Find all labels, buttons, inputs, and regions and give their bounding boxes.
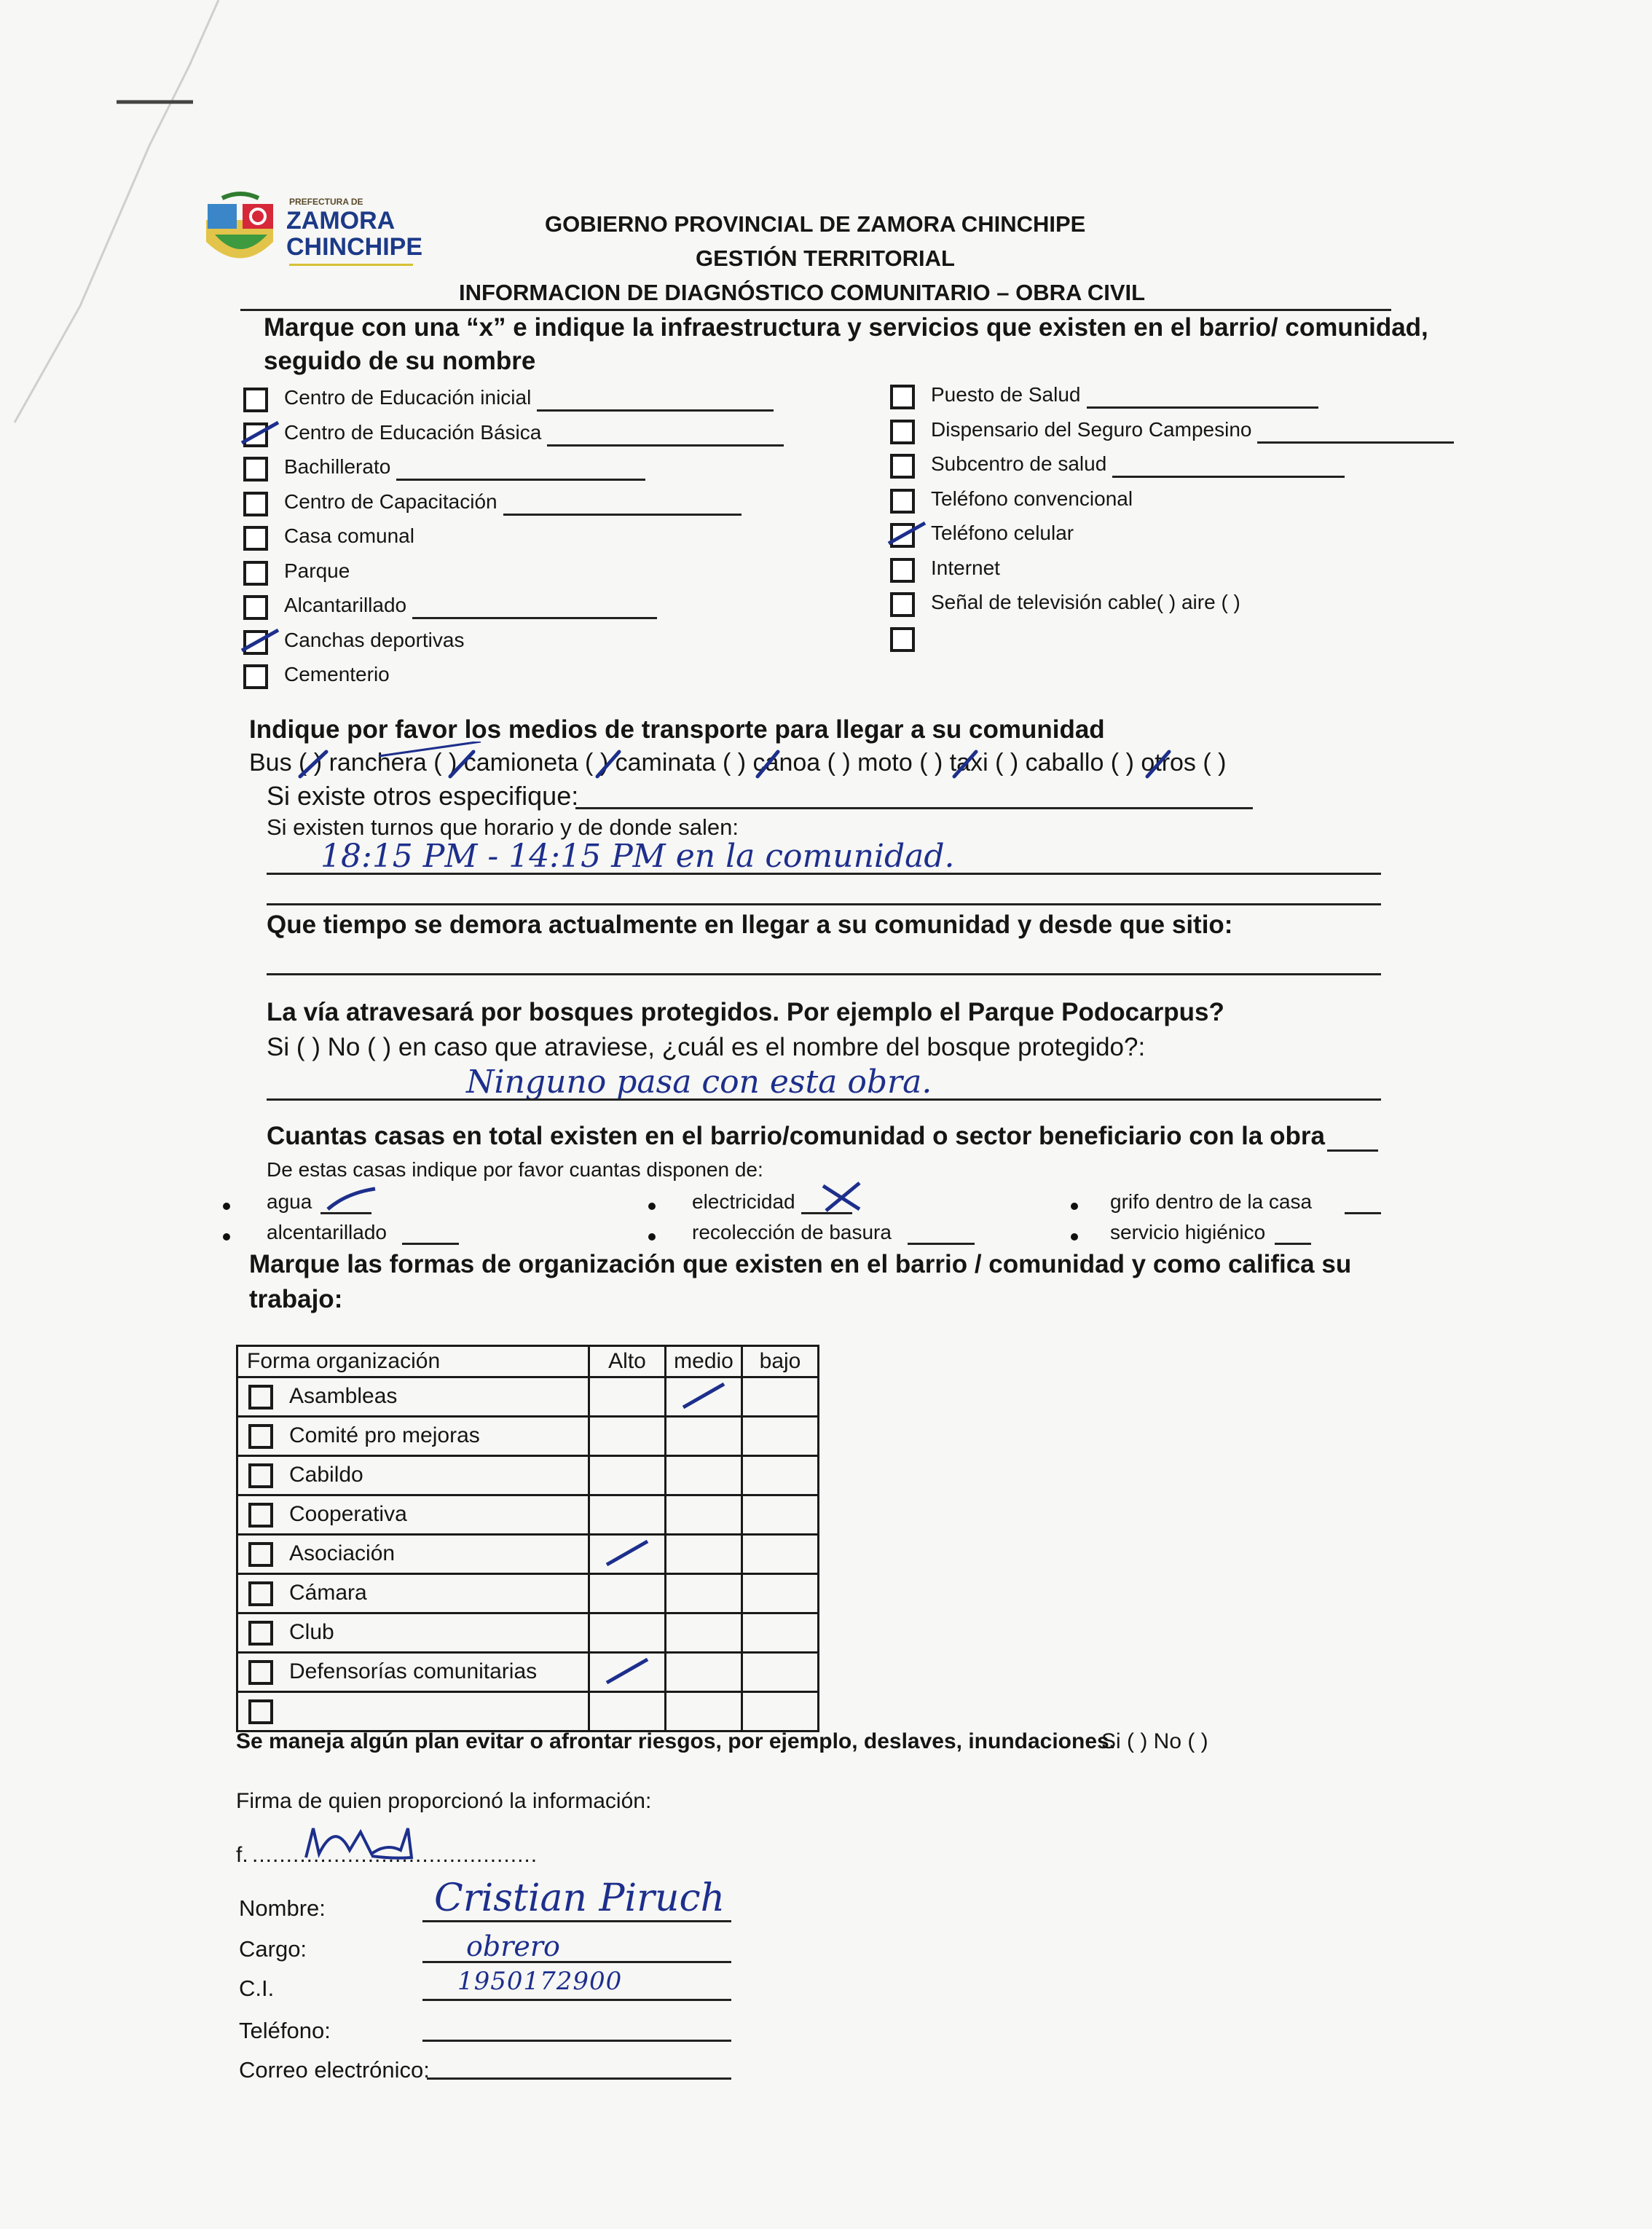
organizacion-checkbox[interactable] [248,1660,273,1685]
organizacion-cell-medio[interactable] [666,1495,742,1535]
bullet [648,1233,656,1241]
transport-options: Bus ( ) ranchera ( ) camioneta ( ) caminata ( ) canoa ( ) moto ( ) taxi ( ) caballo ( ) otros ( ) [249,749,1227,777]
section1-question-1: Marque con una “x” e indique la infraestructura y servicios que existen en el barrio/ comunidad, [264,313,1428,342]
nombre-line [422,1920,731,1922]
organizacion-checkbox[interactable] [248,1503,273,1528]
service-alcantarillado-line [402,1243,459,1245]
service-basura: recolección de basura [692,1221,892,1243]
nombre-label: Nombre: [239,1895,326,1921]
ci-label: C.I. [239,1976,275,2001]
cargo-label: Cargo: [239,1936,307,1962]
infrastructure-left-checkbox[interactable] [243,492,268,516]
header-title-1: GOBIERNO PROVINCIAL DE ZAMORA CHINCHIPE [545,211,1086,237]
organizacion-row-label: Asambleas [289,1383,398,1408]
organizacion-row-name [237,1377,589,1417]
infrastructure-right-checkbox[interactable] [890,592,915,617]
infrastructure-right-fill-line[interactable] [1112,476,1345,478]
cargo-value: obrero [466,1930,560,1962]
agua-check-mark [324,1186,382,1215]
logo-emblem-icon [200,191,280,271]
service-basura-line [908,1243,975,1245]
organizacion-cell-bajo[interactable] [742,1495,819,1535]
table-row [237,1692,819,1731]
tiempo-line [267,973,1381,975]
check-mark-icon [886,519,929,548]
infrastructure-left-fill-line[interactable] [547,444,784,447]
organizacion-row-name [237,1535,589,1574]
infrastructure-right-checkbox[interactable] [890,420,915,444]
table-row [237,1535,819,1574]
infrastructure-left-fill-line[interactable] [396,479,645,481]
bullet [648,1203,656,1210]
organizacion-checkbox[interactable] [248,1424,273,1449]
cargo-line [422,1961,731,1963]
turnos-answer: 18:15 PM - 14:15 PM en la comunidad. [320,838,955,875]
bullet [1071,1203,1078,1210]
infrastructure-left-label: Centro de Educación Básica [284,420,542,444]
bosque-line [267,1098,1381,1101]
casas-question: Cuantas casas en total existen en el barrio/comunidad o sector beneficiario con la obra [267,1122,1325,1150]
service-grifo-line [1345,1212,1381,1214]
organizacion-cell-medio[interactable] [666,1613,742,1653]
organizacion-cell-bajo[interactable] [742,1653,819,1692]
organizacion-cell-alto[interactable] [589,1535,666,1574]
infrastructure-right-label: Teléfono celular [931,522,1074,544]
infrastructure-left-label: Alcantarillado [284,594,407,616]
infrastructure-left-label: Cementerio [284,663,390,685]
telefono-line [422,2040,731,2042]
table-row [237,1574,819,1613]
infrastructure-left-fill-line[interactable] [412,617,657,619]
organizacion-checkbox[interactable] [248,1463,273,1488]
organizacion-cell-medio[interactable] [666,1377,742,1417]
organizacion-cell-medio[interactable] [666,1417,742,1456]
table-row [237,1456,819,1495]
riesgos-options: Si ( ) No ( ) [1101,1729,1208,1753]
organizacion-cell-alto[interactable] [589,1613,666,1653]
organizacion-row-name [237,1417,589,1456]
organizacion-row-label: Club [289,1619,334,1644]
organizacion-cell-bajo[interactable] [742,1535,819,1574]
table-row [237,1495,819,1535]
infrastructure-right-checkbox[interactable] [890,558,915,583]
organizacion-cell-medio[interactable] [666,1653,742,1692]
table-row [237,1613,819,1653]
infrastructure-right-checkbox[interactable] [890,454,915,479]
section1-question-2: seguido de su nombre [264,347,536,375]
service-higienico-line [1275,1243,1311,1245]
organizacion-row-label: Cooperativa [289,1501,407,1526]
organizacion-cell-alto[interactable] [589,1377,666,1417]
header-title-2: GESTIÓN TERRITORIAL [696,245,955,271]
electricidad-x-mark [816,1179,874,1215]
infrastructure-left-fill-line[interactable] [537,409,774,412]
organizacion-cell-bajo[interactable] [742,1377,819,1417]
bosque-sub: Si ( ) No ( ) en caso que atraviese, ¿cuál es el nombre del bosque protegido?: [267,1033,1146,1061]
ci-line [422,1999,731,2001]
infrastructure-left-label: Centro de Capacitación [284,490,497,513]
bullet [223,1203,230,1210]
logo-line1: PREFECTURA DE [289,197,363,207]
riesgos-question: Se maneja algún plan evitar o afrontar riesgos, por ejemplo, deslaves, inundaciones. [236,1729,1116,1753]
organizacion-row-label: Defensorías comunitarias [289,1659,538,1683]
transport-hand-marks [291,742,1275,785]
col-forma: Forma organización [237,1346,589,1377]
service-electricidad: electricidad [692,1190,795,1213]
bosque-question: La vía atravesará por bosques protegidos. Por ejemplo el Parque Podocarpus? [267,998,1224,1026]
turnos-line-1 [267,873,1381,875]
organizacion-cell-alto[interactable] [589,1574,666,1613]
infrastructure-left-label: Bachillerato [284,455,391,478]
infrastructure-left-checkbox[interactable] [243,595,268,620]
nombre-value: Cristian Piruch [434,1876,725,1920]
otros-label: Si existe otros especifique: [267,781,579,811]
infrastructure-left-checkbox[interactable] [243,664,268,689]
service-higienico: servicio higiénico [1110,1221,1266,1243]
infrastructure-right-checkbox[interactable] [890,489,915,514]
organizacion-cell-bajo[interactable] [742,1417,819,1456]
organizacion-cell-alto[interactable] [589,1653,666,1692]
organizacion-cell-medio[interactable] [666,1456,742,1495]
infrastructure-right-fill-line[interactable] [1087,406,1318,409]
header-title-3: INFORMACION DE DIAGNÓSTICO COMUNITARIO – OBRA CIVIL [459,280,1146,305]
organizacion-cell-medio[interactable] [666,1535,742,1574]
level-check-mark [598,1536,656,1569]
bullet [1071,1233,1078,1241]
firma-f-prefix: f. [236,1843,248,1867]
check-mark-icon [239,626,283,655]
organizacion-cell-medio[interactable] [666,1574,742,1613]
service-grifo: grifo dentro de la casa [1110,1190,1313,1213]
col-bajo: bajo [742,1346,819,1377]
infrastructure-right-label: Subcentro de salud [931,452,1107,475]
organizacion-cell-bajo[interactable] [742,1574,819,1613]
infrastructure-right-label: Internet [931,556,1000,579]
tiempo-question: Que tiempo se demora actualmente en llegar a su comunidad y desde que sitio: [267,911,1233,939]
correo-line [427,2077,731,2080]
organizacion-checkbox[interactable] [248,1621,273,1646]
infrastructure-left-fill-line[interactable] [503,514,742,516]
organizacion-checkbox[interactable] [248,1542,273,1567]
organizacion-row-name [237,1456,589,1495]
organizacion-row-label: Asociación [289,1541,396,1565]
organizacion-checkbox[interactable] [248,1385,273,1410]
table-row [237,1653,819,1692]
service-alcantarillado: alcentarillado [267,1221,387,1243]
infrastructure-right-label: Señal de televisión cable( ) aire ( ) [931,591,1240,613]
organizacion-row-label: Cabildo [289,1462,363,1487]
infrastructure-right-label: Teléfono convencional [931,487,1133,510]
turnos-label: Si existen turnos que horario y de donde salen: [267,814,739,840]
infrastructure-left-checkbox[interactable] [243,457,268,481]
organizacion-cell-bajo[interactable] [742,1692,819,1731]
signature-scribble [291,1814,437,1872]
organizacion-row-label: Comité pro mejoras [289,1423,480,1447]
infrastructure-right-checkbox[interactable] [890,385,915,409]
firma-label: Firma de quien proporcionó la información: [236,1789,652,1813]
organizacion-row-name [237,1653,589,1692]
organizacion-cell-medio[interactable] [666,1692,742,1731]
service-agua: agua [267,1190,312,1213]
organizacion-cell-alto[interactable] [589,1456,666,1495]
infrastructure-right-fill-line[interactable] [1257,441,1454,444]
organizacion-row-name [237,1613,589,1653]
casas-total-line [1327,1149,1378,1152]
prefectura-logo [200,191,426,278]
telefono-label: Teléfono: [239,2018,331,2043]
logo-line3: CHINCHIPE [286,233,423,261]
ci-value: 1950172900 [457,1967,623,1996]
organizacion-table [236,1345,819,1732]
infrastructure-left-label: Canchas deportivas [284,628,465,651]
level-check-mark [674,1378,733,1412]
infrastructure-left-checkbox[interactable] [243,526,268,551]
col-alto: Alto [589,1346,666,1377]
infrastructure-left-label: Casa comunal [284,524,414,547]
organizacion-cell-bajo[interactable] [742,1456,819,1495]
col-medio: medio [666,1346,742,1377]
organizacion-cell-alto[interactable] [589,1417,666,1456]
otros-line [575,807,1253,809]
organizacion-row-label: Cámara [289,1580,367,1605]
check-mark-icon [239,418,283,447]
infrastructure-right-checkbox[interactable] [890,627,915,652]
organizacion-cell-alto[interactable] [589,1692,666,1731]
infrastructure-right-label: Dispensario del Seguro Campesino [931,417,1252,441]
turnos-line-2 [267,903,1381,905]
firma-dots: .......................................... [252,1843,538,1867]
infrastructure-left-label: Centro de Educación inicial [284,386,532,409]
organizacion-cell-bajo[interactable] [742,1613,819,1653]
organizacion-row-name [237,1495,589,1535]
organizacion-question-1: Marque las formas de organización que existen en el barrio / comunidad y como califica su [249,1250,1352,1278]
table-row [237,1377,819,1417]
organizacion-row-name [237,1574,589,1613]
table-row [237,1417,819,1456]
organizacion-checkbox[interactable] [248,1581,273,1606]
infrastructure-left-label: Parque [284,559,350,582]
header-rule [240,309,1391,311]
infrastructure-left-checkbox[interactable] [243,561,268,586]
organizacion-cell-alto[interactable] [589,1495,666,1535]
transport-question: Indique por favor los medios de transporte para llegar a su comunidad [249,715,1105,744]
organizacion-checkbox[interactable] [248,1699,273,1724]
organizacion-question-2: trabajo: [249,1285,343,1313]
infrastructure-left-checkbox[interactable] [243,388,268,412]
organizacion-row-name [237,1692,589,1731]
logo-line2: ZAMORA [286,207,396,235]
correo-label: Correo electrónico: [239,2057,430,2083]
casas-sub: De estas casas indique por favor cuantas disponen de: [267,1158,763,1181]
bullet [223,1233,230,1241]
logo-underline [289,264,413,266]
bosque-answer: Ninguno pasa con esta obra. [466,1064,932,1101]
infrastructure-right-label: Puesto de Salud [931,383,1081,406]
level-check-mark [598,1654,656,1687]
